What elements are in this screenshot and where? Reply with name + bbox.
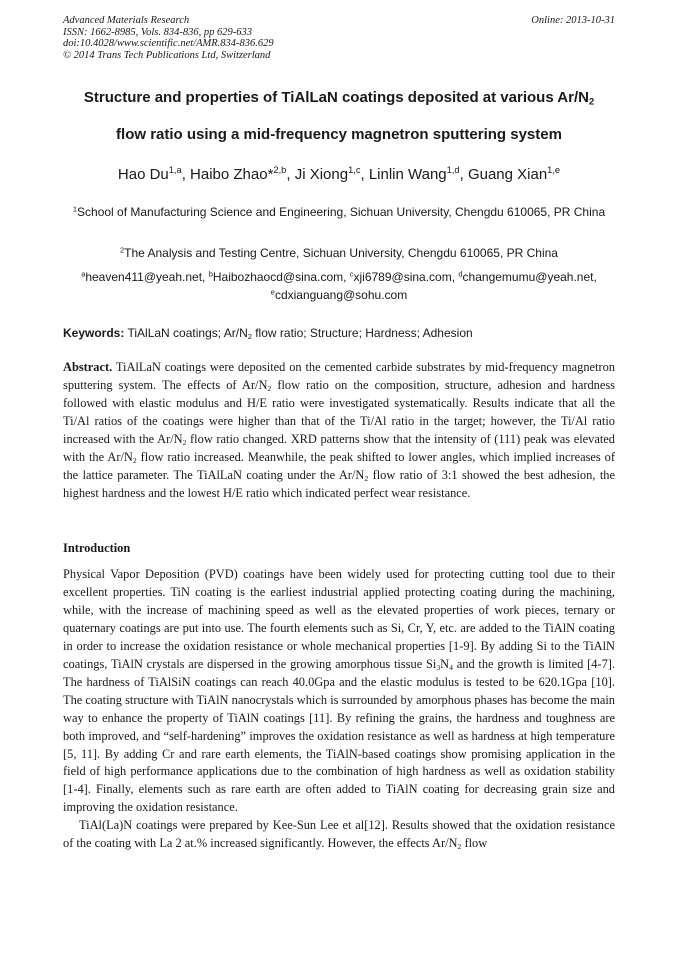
author: Haibo Zhao*$^{2,b}$, [190, 165, 295, 183]
abstract-label: Abstract. [63, 360, 113, 374]
affiliation-1: $^1$School of Manufacturing Science and Engineering, Sichuan University, Chengdu 610065, PR China [72, 204, 606, 219]
author: Guang Xian$^{1,e}$ [467, 165, 561, 183]
author: Hao Du$^{1,a}$, [117, 165, 191, 183]
introduction-body [63, 566, 615, 853]
author: Linlin Wang$^{1,d}$, [368, 165, 468, 183]
affiliation-2: $^2$The Analysis and Testing Centre, Sichuan University, Chengdu 610065, PR China [120, 245, 558, 260]
abstract: Abstract. TiAlLaN coatings were deposited on the cemented carbide substrates by mid-frequency magnetron sputtering system. The effects of $Ar/N_2$ flow ratio on the composition, structure, adhesion and hardness followed with elastic modulus and H/E ratio were investigated systematically. Results indicate that all the Ti/Al ratios of the coatings were higher than that of the Ti/Al ratio in the target; however, the Ti/Al ratio increased with the $Ar/N_2$ flow ratio changed. XRD patterns show that the intensity of (111) peak was elevated with the $Ar/N_2$ flow ratio increased. Meanwhile, the peak shifted to lower angles, which implied increases of the lattice parameter. The TiAlLaN coating under the $Ar/N_2$ flow ratio of 3:1 showed the best adhesion, the highest hardness and the lowest H/E ratio which indicated perfect wear resistance. [63, 360, 615, 500]
online-date: Online: 2013-10-31 [531, 15, 615, 26]
intro-paragraph-2: TiAl(La)N coatings were prepared by Kee-Sun Lee et al[12]. Results showed that the oxidation resistance of the coating with La 2 at.% increased significantly. However, the effects $Ar/N_2$ flow [63, 818, 615, 852]
keywords-label: Keywords: [63, 326, 125, 340]
intro-paragraph-1: Physical Vapor Deposition (PVD) coatings have been widely used for protecting cutting tool due to their excellent properties. TiN coating is the earliest industrial applied protecting coating during the machining, while, with the increase of machining speed as well as the elevated properties of work pieces, ternary or quaternary coatings are put into use. The fourth elements such as Si, Cr, Y, etc. are added to the TiAlN coating in order to increase the oxidation resistance or whole mechanical properties [1-9]. By adding Si to the TiAlN coatings, TiAlN crystals are dispersed in the growing amorphous tissue $Si_3N_4$ and the growth is limited [4-7]. The hardness of TiAlSiN coatings can reach 40.0Gpa and the elastic modulus is tested to be 620.1Gpa [10]. The coating structure with TiAlN nanocrystals which is surrounded by amorphous phases has become the main way to enhance the property of TiAlN coatings [11]. By refining the grains, the hardness and toughness are both improved, and “self-hardening” improves the oxidation resistance as well as hardness at high temperature [5, 11]. By adding Cr and rare earth elements, the TiAlN-based coatings show promising application in the field of high performance applications due to the combination of high hardness as well as oxidation stability [1-4]. Finally, elements such as rare earth are often added to TiAlN coating for decreasing grain size and improving the oxidation resistance. [63, 567, 615, 815]
author: Ji Xiong$^{1,c}$, [294, 165, 369, 183]
email-list: $^a$heaven411@yeah.net, $^b$Haibozhaocd@sina.com, $^c$xji6789@sina.com, $^d$changemumu@yeah.net, $^e$cdxianguang@sohu.com [81, 269, 597, 302]
journal-name: Advanced Materials Research [63, 15, 190, 26]
issn-line: ISSN: 1662-8985, Vols. 834-836, pp 629-633 [63, 26, 252, 38]
author-list [40, 166, 638, 183]
journal-header [63, 15, 483, 61]
doi-line: doi:10.4028/www.scientific.net/AMR.834-836.629 [63, 38, 274, 49]
section-heading-introduction: Introduction [63, 541, 131, 555]
keywords: Keywords: TiAlLaN coatings; $Ar/N_2$ flow ratio; Structure; Hardness; Adhesion [63, 326, 473, 341]
paper-title-line-2: flow ratio using a mid-frequency magnetron sputtering system [116, 126, 562, 143]
paper-title-line-1: Structure and properties of TiAlLaN coatings deposited at various $Ar/N_2$ [83, 89, 595, 107]
copyright-line: © 2014 Trans Tech Publications Ltd, Switzerland [63, 49, 271, 61]
